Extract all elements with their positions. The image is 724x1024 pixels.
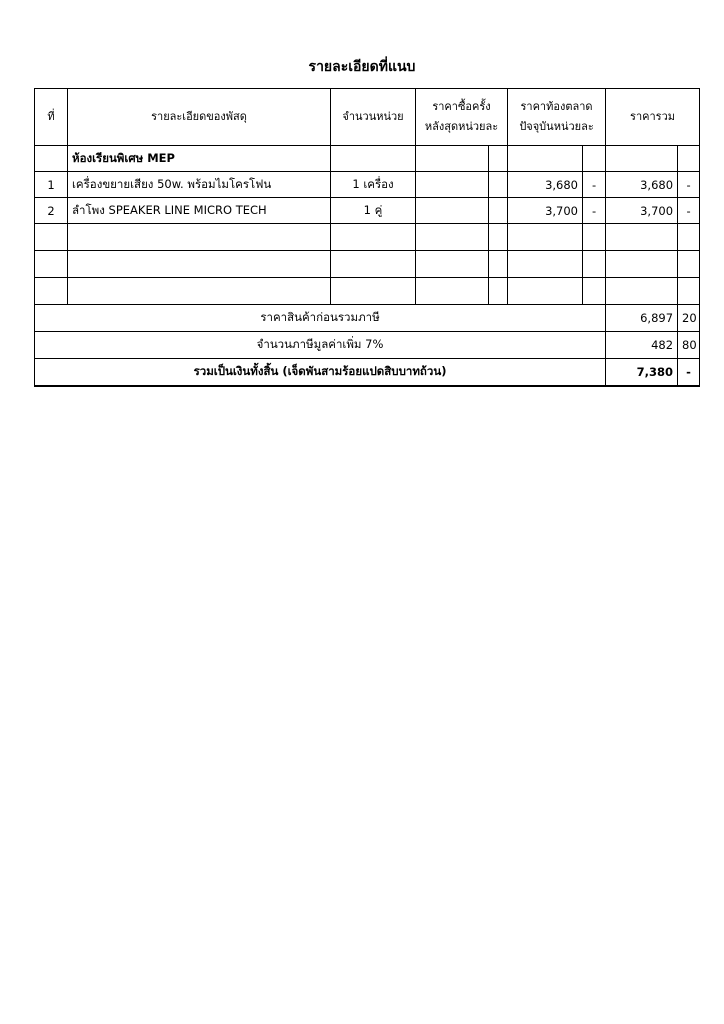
vat-dec: 80 <box>678 332 700 359</box>
header-last-price-line1: ราคาซื้อครั้ง <box>432 100 491 113</box>
row-qty: 1 เครื่อง <box>331 172 416 198</box>
grand-total-value: 7,380 <box>606 359 678 386</box>
row-no: 1 <box>35 172 68 198</box>
subtotal-label: ราคาสินค้าก่อนรวมภาษี <box>35 305 606 332</box>
category-label: ห้องเรียนพิเศษ MEP <box>68 146 331 172</box>
header-description: รายละเอียดของพัสดุ <box>68 89 331 146</box>
row-description: ลำโพง SPEAKER LINE MICRO TECH <box>68 198 331 224</box>
page-title: รายละเอียดที่แนบ <box>308 59 416 75</box>
header-last-price-line2: หลังสุดหน่วยละ <box>424 120 499 133</box>
row-total-dec: - <box>678 198 700 224</box>
row-qty: 1 คู่ <box>331 198 416 224</box>
vat-label: จำนวนภาษีมูลค่าเพิ่ม 7% <box>35 332 606 359</box>
row-last-price <box>416 198 489 224</box>
row-no: 2 <box>35 198 68 224</box>
table-row <box>35 172 700 198</box>
subtotal-dec: 20 <box>678 305 700 332</box>
row-last-price-dec <box>489 198 508 224</box>
row-total: 3,680 <box>606 172 678 198</box>
row-market-price: 3,700 <box>508 198 583 224</box>
header-row <box>35 89 700 146</box>
row-total: 3,700 <box>606 198 678 224</box>
row-last-price <box>416 172 489 198</box>
grand-total-dec: - <box>678 359 700 386</box>
row-market-price-dec: - <box>583 172 606 198</box>
grand-total-label: รวมเป็นเงินทั้งสิ้น (เจ็ดพันสามร้อยแปดสิบบาทถ้วน) <box>35 359 606 386</box>
empty-row <box>35 224 700 251</box>
header-qty: จำนวนหน่วย <box>331 89 416 146</box>
subtotal-value: 6,897 <box>606 305 678 332</box>
category-row <box>35 146 700 172</box>
vat-value: 482 <box>606 332 678 359</box>
row-market-price-dec: - <box>583 198 606 224</box>
row-last-price-dec <box>489 172 508 198</box>
empty-row <box>35 278 700 305</box>
header-total: ราคารวม <box>606 89 700 146</box>
row-description: เครื่องขยายเสียง 50w. พร้อมไมโครโฟน <box>68 172 331 198</box>
header-market-price-line2: ปัจจุบันหน่วยละ <box>519 120 594 133</box>
items-table <box>34 88 700 387</box>
row-total-dec: - <box>678 172 700 198</box>
table-row <box>35 198 700 224</box>
subtotal-row <box>35 305 700 332</box>
header-market-price-line1: ราคาท้องตลาด <box>520 100 593 113</box>
row-market-price: 3,680 <box>508 172 583 198</box>
header-no: ที่ <box>35 89 68 146</box>
header-market-price <box>508 89 606 146</box>
header-last-price <box>416 89 508 146</box>
grand-total-row <box>35 359 700 386</box>
empty-row <box>35 251 700 278</box>
vat-row <box>35 332 700 359</box>
